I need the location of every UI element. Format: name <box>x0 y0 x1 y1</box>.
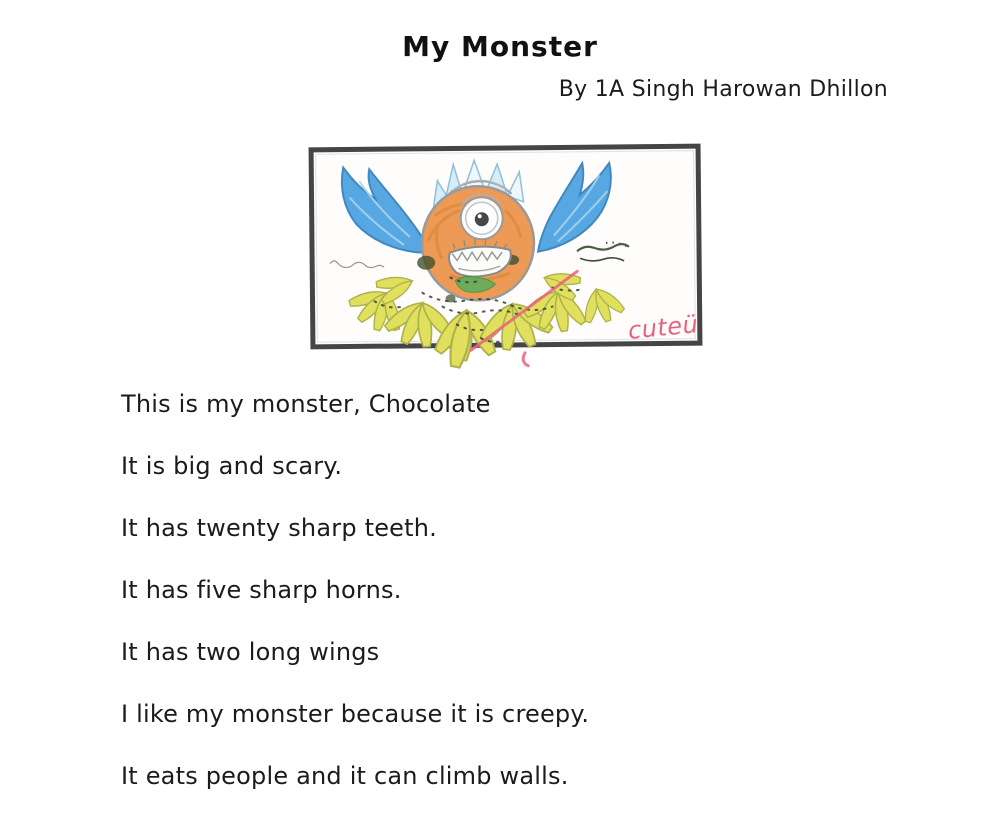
poem-line: It has five sharp horns. <box>121 575 589 606</box>
poem-line: It has twenty sharp teeth. <box>121 513 589 544</box>
poem-line: I like my monster because it is creepy. <box>121 699 589 730</box>
svg-text:cuteü: cuteü <box>627 310 700 345</box>
poem-line: It is big and scary. <box>121 451 589 482</box>
poem-line: It has two long wings <box>121 637 589 668</box>
monster-drawing <box>300 140 710 375</box>
monster-drawing-figure <box>300 140 710 375</box>
poem-line: This is my monster, Chocolate <box>121 389 589 420</box>
byline: By 1A Singh Harowan Dhillon <box>559 77 888 102</box>
poem-line: It eats people and it can climb walls. <box>121 761 589 792</box>
page-title: My Monster <box>0 30 1000 63</box>
poem-text <box>121 389 589 823</box>
